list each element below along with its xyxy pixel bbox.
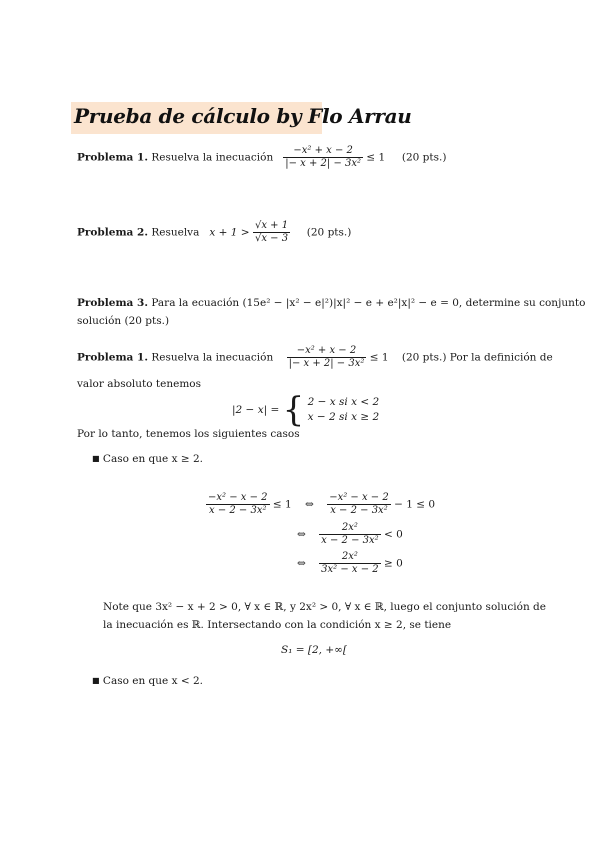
solution-numerator: −x² + x − 2 [296, 345, 357, 356]
eq1-left-denominator: x − 2 − 3x² [206, 504, 270, 517]
problem-1-relation: ≤ 1 [366, 151, 386, 164]
bullet-case-1 [92, 452, 203, 466]
problem-3 [77, 296, 585, 310]
eq2-fraction [319, 522, 381, 547]
bullet-case-2-text: Caso en que x < 2. [102, 675, 204, 687]
eq3-denominator: 3x² − x − 2 [321, 564, 379, 575]
case-2: x − 2 si x ≥ 2 [307, 411, 380, 423]
eq2-numerator: 2x² [341, 522, 358, 533]
problem-1-numerator: −x² + x − 2 [293, 145, 353, 156]
solution-fraction [287, 345, 367, 370]
brace-icon: { [282, 390, 305, 430]
solution-denominator: |− x + 2| − 3x² [288, 358, 365, 369]
problem-2-lhs: x + 1 > [209, 226, 250, 239]
solution-problem-1 [77, 345, 553, 370]
equation-2 [297, 522, 403, 547]
iff-icon: ⇔ [305, 498, 314, 511]
problem-2-text: Resuelva [151, 226, 200, 239]
eq1-left-relation: ≤ 1 [272, 498, 292, 511]
eq3-numerator: 2x² [341, 551, 358, 562]
problem-1-denominator: |− x + 2| − 3x² [285, 158, 362, 169]
eq3-relation: ≥ 0 [384, 557, 403, 570]
problem-3-line-2: solución (20 pts.) [77, 315, 170, 327]
problem-1 [77, 145, 446, 170]
bullet-icon: ■ [92, 454, 100, 463]
solution-line-2: valor absoluto tenemos [77, 378, 201, 390]
note-line-2: la inecuación es ℝ. Intersectando con la condición x ≥ 2, se tiene [103, 619, 452, 631]
page-title: Prueba de cálculo by Flo Arrau [74, 104, 412, 128]
eq1-right-fraction [327, 492, 391, 517]
eq2-relation: < 0 [384, 528, 403, 541]
problem-2-points: (20 pts.) [306, 226, 352, 239]
problem-3-label: Problema 3. [77, 297, 148, 309]
bullet-icon: ■ [92, 676, 100, 685]
solution-relation: ≤ 1 [369, 351, 389, 364]
eq1-right-denominator: x − 2 − 3x² [327, 504, 391, 517]
problem-1-points: (20 pts.) [401, 151, 447, 164]
abs-definition [232, 390, 380, 430]
problem-1-label: Problema 1. [77, 151, 148, 164]
note-line-1: Note que 3x² − x + 2 > 0, ∀ x ∈ ℝ, y 2x² > 0, ∀ x ∈ ℝ, luego el conjunto solución de [103, 601, 546, 613]
problem-1-fraction [283, 145, 363, 170]
abs-lhs: |2 − x| = [232, 404, 280, 416]
problem-2-numerator: √x + 1 [254, 220, 289, 231]
equation-1 [206, 492, 435, 517]
solution-line-3: Por lo tanto, tenemos los siguientes casos [77, 428, 300, 440]
bullet-case-1-text: Caso en que x ≥ 2. [102, 453, 204, 465]
eq1-left-fraction [206, 492, 270, 517]
equation-3 [297, 551, 403, 576]
eq2-denominator: x − 2 − 3x² [321, 535, 379, 546]
problem-2-label: Problema 2. [77, 226, 148, 239]
solution-text: Resuelva la inecuación [151, 351, 274, 364]
eq1-right-relation: − 1 ≤ 0 [394, 498, 436, 511]
problem-2 [77, 220, 351, 245]
bullet-case-2 [92, 674, 203, 688]
solution-tail: (20 pts.) Por la definición de [401, 351, 553, 364]
iff-icon: ⇔ [297, 557, 306, 570]
eq1-left-numerator: −x² − x − 2 [208, 492, 268, 503]
solution-set-1: S₁ = [2, +∞[ [281, 644, 347, 656]
eq3-fraction [319, 551, 381, 576]
solution-label: Problema 1. [77, 351, 148, 364]
problem-1-text: Resuelva la inecuación [151, 151, 274, 164]
case-1: 2 − x si x < 2 [307, 396, 380, 408]
eq1-right-numerator: −x² − x − 2 [329, 492, 389, 503]
iff-icon: ⇔ [297, 528, 306, 541]
problem-2-fraction [253, 220, 290, 245]
problem-3-line-1: Para la ecuación (15e² − |x² − e|²)|x|² − e + e²|x|² − e = 0, determine su conjunto [151, 297, 586, 309]
piecewise-cases [308, 395, 380, 425]
problem-2-denominator: √x − 3 [254, 233, 289, 244]
